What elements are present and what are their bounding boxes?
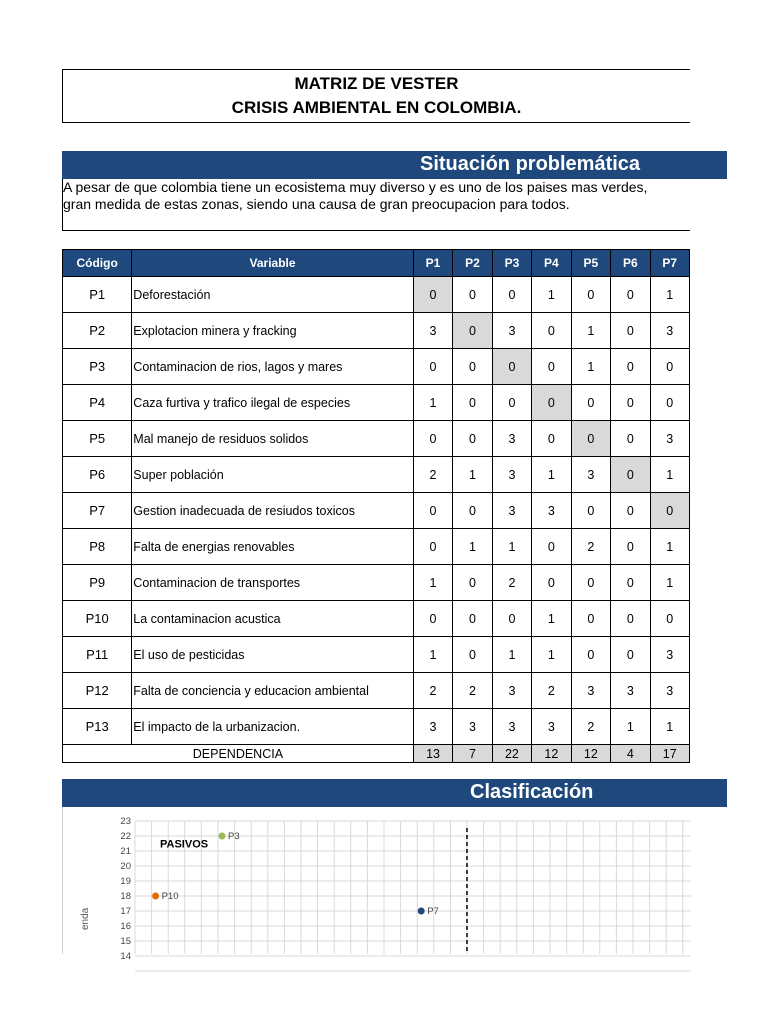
matrix-cell: 0 bbox=[453, 493, 492, 529]
matrix-cell: 0 bbox=[611, 277, 650, 313]
matrix-cell: 0 bbox=[571, 601, 610, 637]
matrix-cell: 2 bbox=[492, 565, 531, 601]
matrix-cell: 2 bbox=[571, 709, 610, 745]
y-tick-label: 19 bbox=[120, 876, 131, 887]
row-variable: Super población bbox=[132, 457, 414, 493]
y-tick-label: 21 bbox=[120, 846, 131, 857]
header-codigo: Código bbox=[63, 250, 132, 277]
matrix-cell: 3 bbox=[650, 673, 689, 709]
matrix-cell: 3 bbox=[492, 457, 531, 493]
row-variable: El uso de pesticidas bbox=[132, 637, 414, 673]
table-row bbox=[63, 277, 690, 313]
matrix-cell: 0 bbox=[611, 457, 650, 493]
matrix-cell: 2 bbox=[571, 529, 610, 565]
matrix-cell: 3 bbox=[650, 313, 689, 349]
table-row bbox=[63, 421, 690, 457]
matrix-cell: 1 bbox=[532, 637, 571, 673]
matrix-cell: 0 bbox=[492, 385, 531, 421]
matrix-cell: 0 bbox=[611, 601, 650, 637]
matrix-cell: 1 bbox=[650, 457, 689, 493]
matrix-cell: 0 bbox=[532, 349, 571, 385]
matrix-header-row bbox=[63, 250, 690, 277]
data-point-label: P7 bbox=[427, 906, 439, 917]
matrix-cell: 1 bbox=[571, 349, 610, 385]
matrix-cell: 0 bbox=[571, 277, 610, 313]
dependencia-value: 17 bbox=[650, 745, 689, 763]
clasificacion-banner bbox=[62, 779, 727, 807]
matrix-cell: 0 bbox=[453, 565, 492, 601]
matrix-cell: 0 bbox=[453, 349, 492, 385]
header-p2: P2 bbox=[453, 250, 492, 277]
matrix-cell: 0 bbox=[532, 313, 571, 349]
header-p4: P4 bbox=[532, 250, 571, 277]
matrix-cell: 0 bbox=[413, 421, 452, 457]
row-code: P12 bbox=[63, 673, 132, 709]
matrix-cell: 0 bbox=[413, 601, 452, 637]
dependencia-value: 13 bbox=[413, 745, 452, 763]
matrix-cell: 0 bbox=[413, 277, 452, 313]
table-row bbox=[63, 385, 690, 421]
header-p3: P3 bbox=[492, 250, 531, 277]
table-row bbox=[63, 673, 690, 709]
title-line-2: CRISIS AMBIENTAL EN COLOMBIA. bbox=[231, 98, 522, 117]
dependencia-row bbox=[63, 745, 690, 763]
matrix-cell: 1 bbox=[532, 601, 571, 637]
matrix-cell: 0 bbox=[532, 529, 571, 565]
matrix-cell: 0 bbox=[413, 349, 452, 385]
table-row bbox=[63, 493, 690, 529]
row-variable: Explotacion minera y fracking bbox=[132, 313, 414, 349]
matrix-cell: 0 bbox=[492, 349, 531, 385]
matrix-cell: 0 bbox=[571, 385, 610, 421]
matrix-cell: 0 bbox=[611, 349, 650, 385]
matrix-cell: 1 bbox=[532, 277, 571, 313]
chart-svg bbox=[63, 807, 728, 962]
matrix-cell: 1 bbox=[413, 565, 452, 601]
title-line-1: MATRIZ DE VESTER bbox=[294, 74, 459, 93]
row-variable: Falta de energias renovables bbox=[132, 529, 414, 565]
header-p5: P5 bbox=[571, 250, 610, 277]
matrix-cell: 0 bbox=[532, 565, 571, 601]
data-point bbox=[219, 833, 226, 840]
matrix-cell: 0 bbox=[571, 565, 610, 601]
matrix-cell: 2 bbox=[413, 673, 452, 709]
matrix-cell: 1 bbox=[650, 529, 689, 565]
dependencia-value: 22 bbox=[492, 745, 531, 763]
matrix-cell: 0 bbox=[611, 565, 650, 601]
table-row bbox=[63, 565, 690, 601]
matrix-cell: 0 bbox=[413, 529, 452, 565]
row-code: P5 bbox=[63, 421, 132, 457]
matrix-cell: 3 bbox=[492, 421, 531, 457]
matrix-cell: 0 bbox=[571, 637, 610, 673]
matrix-cell: 2 bbox=[453, 673, 492, 709]
row-variable: Contaminacion de transportes bbox=[132, 565, 414, 601]
row-code: P8 bbox=[63, 529, 132, 565]
matrix-cell: 3 bbox=[532, 709, 571, 745]
row-code: P7 bbox=[63, 493, 132, 529]
matrix-cell: 1 bbox=[571, 313, 610, 349]
header-variable: Variable bbox=[132, 250, 414, 277]
matrix-cell: 3 bbox=[571, 457, 610, 493]
matrix-cell: 0 bbox=[453, 313, 492, 349]
row-code: P13 bbox=[63, 709, 132, 745]
matrix-cell: 0 bbox=[453, 277, 492, 313]
matrix-cell: 1 bbox=[492, 529, 531, 565]
row-code: P9 bbox=[63, 565, 132, 601]
header-p1: P1 bbox=[413, 250, 452, 277]
matrix-cell: 3 bbox=[611, 673, 650, 709]
y-tick-label: 20 bbox=[120, 861, 131, 872]
clasificacion-title: Clasificación bbox=[470, 781, 594, 803]
matrix-cell: 1 bbox=[453, 529, 492, 565]
y-tick-label: 14 bbox=[120, 951, 131, 962]
matrix-cell: 0 bbox=[571, 421, 610, 457]
matrix-cell: 2 bbox=[413, 457, 452, 493]
matrix-cell: 3 bbox=[413, 313, 452, 349]
header-p6: P6 bbox=[611, 250, 650, 277]
data-point-label: P10 bbox=[161, 891, 179, 902]
row-code: P1 bbox=[63, 277, 132, 313]
dependencia-value: 4 bbox=[611, 745, 650, 763]
matrix-cell: 0 bbox=[611, 313, 650, 349]
matrix-cell: 3 bbox=[453, 709, 492, 745]
matrix-cell: 0 bbox=[611, 421, 650, 457]
row-variable: Falta de conciencia y educacion ambiental bbox=[132, 673, 414, 709]
row-code: P10 bbox=[63, 601, 132, 637]
table-row bbox=[63, 349, 690, 385]
y-tick-label: 23 bbox=[120, 816, 131, 827]
table-row bbox=[63, 313, 690, 349]
situacion-title: Situación problemática bbox=[420, 153, 641, 175]
clasificacion-chart bbox=[62, 807, 728, 962]
matrix-cell: 0 bbox=[453, 601, 492, 637]
matrix-cell: 0 bbox=[453, 637, 492, 673]
matrix-cell: 1 bbox=[650, 709, 689, 745]
matrix-cell: 0 bbox=[492, 601, 531, 637]
dependencia-value: 12 bbox=[532, 745, 571, 763]
y-axis-title: enda bbox=[80, 907, 91, 930]
matrix-cell: 3 bbox=[492, 313, 531, 349]
matrix-cell: 0 bbox=[532, 385, 571, 421]
table-row bbox=[63, 637, 690, 673]
matrix-cell: 2 bbox=[532, 673, 571, 709]
matrix-cell: 3 bbox=[413, 709, 452, 745]
vester-matrix bbox=[62, 249, 690, 763]
matrix-cell: 0 bbox=[650, 601, 689, 637]
y-tick-label: 22 bbox=[120, 831, 131, 842]
matrix-cell: 0 bbox=[650, 385, 689, 421]
matrix-cell: 1 bbox=[532, 457, 571, 493]
row-code: P4 bbox=[63, 385, 132, 421]
quadrant-label-pasivos: PASIVOS bbox=[160, 838, 209, 851]
row-code: P3 bbox=[63, 349, 132, 385]
situacion-description bbox=[62, 179, 690, 231]
row-variable: Mal manejo de residuos solidos bbox=[132, 421, 414, 457]
matrix-cell: 1 bbox=[492, 637, 531, 673]
y-tick-label: 15 bbox=[120, 936, 131, 947]
dependencia-value: 7 bbox=[453, 745, 492, 763]
matrix-cell: 0 bbox=[453, 385, 492, 421]
header-p7: P7 bbox=[650, 250, 689, 277]
y-tick-label: 18 bbox=[120, 891, 131, 902]
matrix-cell: 0 bbox=[650, 493, 689, 529]
matrix-cell: 0 bbox=[611, 493, 650, 529]
row-variable: La contaminacion acustica bbox=[132, 601, 414, 637]
matrix-cell: 0 bbox=[492, 277, 531, 313]
matrix-cell: 1 bbox=[650, 277, 689, 313]
matrix-cell: 3 bbox=[650, 637, 689, 673]
dependencia-label: DEPENDENCIA bbox=[63, 745, 414, 763]
matrix-cell: 0 bbox=[532, 421, 571, 457]
matrix-cell: 3 bbox=[492, 673, 531, 709]
table-row bbox=[63, 457, 690, 493]
row-code: P6 bbox=[63, 457, 132, 493]
table-row bbox=[63, 709, 690, 745]
matrix-cell: 3 bbox=[571, 673, 610, 709]
matrix-cell: 0 bbox=[453, 421, 492, 457]
matrix-cell: 1 bbox=[453, 457, 492, 493]
description-line-1: A pesar de que colombia tiene un ecosistema muy diverso y es uno de los paises mas verdes, bbox=[63, 179, 648, 195]
data-point bbox=[152, 893, 159, 900]
title-box bbox=[62, 69, 690, 123]
table-row bbox=[63, 601, 690, 637]
row-variable: Contaminacion de rios, lagos y mares bbox=[132, 349, 414, 385]
matrix-cell: 0 bbox=[413, 493, 452, 529]
row-variable: Deforestación bbox=[132, 277, 414, 313]
row-variable: Caza furtiva y trafico ilegal de especies bbox=[132, 385, 414, 421]
matrix-cell: 0 bbox=[611, 637, 650, 673]
matrix-cell: 0 bbox=[650, 349, 689, 385]
matrix-cell: 1 bbox=[413, 637, 452, 673]
row-code: P2 bbox=[63, 313, 132, 349]
y-tick-label: 16 bbox=[120, 921, 131, 932]
matrix-cell: 1 bbox=[611, 709, 650, 745]
matrix-cell: 3 bbox=[532, 493, 571, 529]
row-variable: El impacto de la urbanizacion. bbox=[132, 709, 414, 745]
data-point-label: P3 bbox=[228, 831, 240, 842]
matrix-cell: 1 bbox=[650, 565, 689, 601]
matrix-cell: 0 bbox=[611, 385, 650, 421]
y-tick-label: 17 bbox=[120, 906, 131, 917]
matrix-cell: 0 bbox=[571, 493, 610, 529]
situacion-banner bbox=[62, 151, 727, 179]
matrix-cell: 3 bbox=[492, 709, 531, 745]
data-point bbox=[418, 908, 425, 915]
row-code: P11 bbox=[63, 637, 132, 673]
matrix-cell: 0 bbox=[611, 529, 650, 565]
description-line-2: gran medida de estas zonas, siendo una causa de gran preocupacion para todos. bbox=[63, 196, 570, 212]
table-row bbox=[63, 529, 690, 565]
matrix-cell: 1 bbox=[413, 385, 452, 421]
matrix-cell: 3 bbox=[492, 493, 531, 529]
matrix-cell: 3 bbox=[650, 421, 689, 457]
dependencia-value: 12 bbox=[571, 745, 610, 763]
row-variable: Gestion inadecuada de resiudos toxicos bbox=[132, 493, 414, 529]
